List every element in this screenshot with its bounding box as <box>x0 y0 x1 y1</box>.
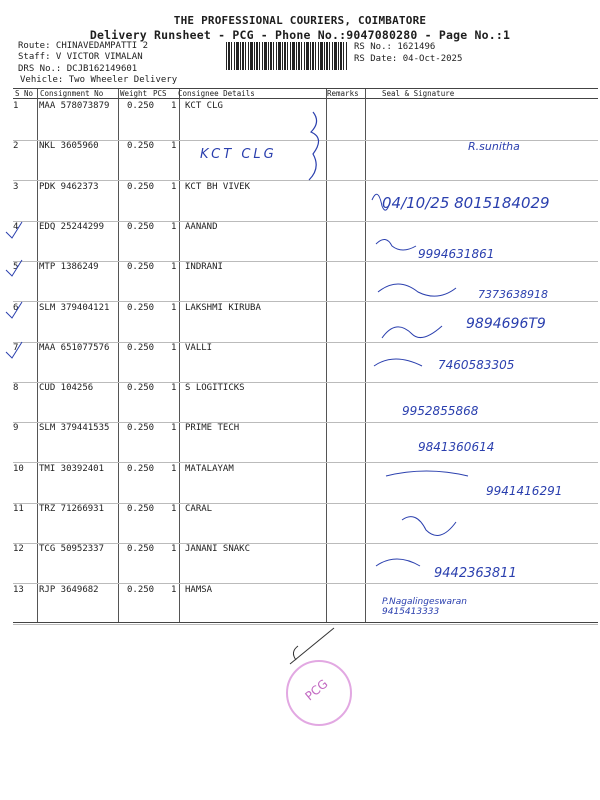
signature-stroke <box>372 194 390 210</box>
row-sno: 10 <box>13 463 24 474</box>
col-sno: S No <box>15 89 34 98</box>
row-sno: 6 <box>13 302 19 313</box>
row-consignment-no: MAA 578073879 <box>39 101 110 111</box>
row-pcs: 1 <box>171 463 177 474</box>
signature-stroke <box>376 239 416 250</box>
stamp-label: PCG <box>302 676 331 704</box>
row-consignment-no: SLM 379404121 <box>39 302 110 313</box>
signature-row3: 04/10/25 8015184029 <box>382 194 550 212</box>
row-sno: 9 <box>13 423 19 434</box>
signature-row2: R.sunitha <box>468 140 520 153</box>
route-label: Route: CHINAVEDAMPATTI 2 <box>18 41 149 51</box>
row-sno: 7 <box>13 342 19 353</box>
row-pcs: 1 <box>171 342 177 353</box>
col-consignee: Consignee Details <box>178 89 255 98</box>
row-sno: 12 <box>13 544 24 555</box>
col-pcs: PCS <box>153 89 167 98</box>
row-weight: 0.250 <box>127 463 155 474</box>
tick-mark <box>6 260 22 276</box>
row-consignment-no: TCG 50952337 <box>39 544 105 555</box>
signature-stroke <box>386 471 468 476</box>
handwritten-consignee: KCT CLG <box>200 147 277 162</box>
row-pcs: 1 <box>171 181 177 192</box>
tick-mark <box>6 302 22 318</box>
row-sno: 11 <box>13 504 24 514</box>
stamp-pen-stroke <box>290 628 334 664</box>
curly-brace-mark <box>309 112 319 180</box>
row-weight: 0.250 <box>127 221 155 232</box>
runsheet-subtitle: Delivery Runsheet - PCG - Phone No.:9047080280 - Page No.:1 <box>89 28 511 42</box>
drs-label: DRS No.: DCJB162149601 <box>18 64 138 74</box>
row-consignment-no: TMI 30392401 <box>39 463 105 474</box>
row-consignee: INDRANI <box>185 262 223 273</box>
row-weight: 0.250 <box>127 584 155 595</box>
tick-mark <box>6 222 22 238</box>
col-remarks: Remarks <box>327 89 359 98</box>
row-weight: 0.250 <box>127 302 155 313</box>
row-sno: 13 <box>13 584 24 595</box>
row-sno: 8 <box>13 383 19 394</box>
vehicle-label: Vehicle: Two Wheeler Delivery <box>20 75 178 85</box>
row-weight: 0.250 <box>127 423 155 434</box>
signature-stroke <box>382 326 442 338</box>
signature-row9: 9841360614 <box>418 440 495 454</box>
row-weight: 0.250 <box>127 262 155 273</box>
row-weight: 0.250 <box>127 544 155 555</box>
row-pcs: 1 <box>171 544 177 555</box>
row-sno: 1 <box>13 101 19 111</box>
row-consignment-no: TRZ 71266931 <box>39 504 105 514</box>
row-pcs: 1 <box>171 383 177 394</box>
row-consignee: MATALAYAM <box>185 463 234 474</box>
row-consignment-no: NKL 3605960 <box>39 141 99 152</box>
row-pcs: 1 <box>171 101 177 111</box>
row-consignment-no: MTP 1386249 <box>39 262 99 273</box>
staff-label: Staff: V VICTOR VIMALAN <box>18 52 143 62</box>
row-consignee: S LOGITICKS <box>185 383 245 394</box>
rs-date: RS Date: 04-Oct-2025 <box>354 54 463 64</box>
row-weight: 0.250 <box>127 101 155 111</box>
row-weight: 0.250 <box>127 141 155 152</box>
row-sno: 5 <box>13 262 19 273</box>
row-sno: 4 <box>13 221 19 232</box>
row-consignee: KCT CLG <box>185 101 223 111</box>
col-weight: Weight <box>120 89 148 98</box>
row-pcs: 1 <box>171 302 177 313</box>
signature-row6: 9894696T9 <box>466 316 546 332</box>
row-consignee: CARAL <box>185 504 213 514</box>
row-pcs: 1 <box>171 262 177 273</box>
signature-stroke <box>374 359 422 366</box>
company-title: THE PROFESSIONAL COURIERS, COIMBATORE <box>173 14 427 27</box>
row-pcs: 1 <box>171 504 177 514</box>
row-weight: 0.250 <box>127 504 155 514</box>
signature-stroke <box>378 284 456 296</box>
signature-row7: 7460583305 <box>438 358 515 372</box>
row-consignee: PRIME TECH <box>185 423 240 434</box>
row-pcs: 1 <box>171 584 177 595</box>
tick-mark <box>6 342 22 358</box>
row-consignment-no: SLM 379441535 <box>39 423 110 434</box>
row-pcs: 1 <box>171 423 177 434</box>
row-consignment-no: MAA 651077576 <box>39 342 110 353</box>
row-sno: 2 <box>13 141 19 152</box>
row-consignment-no: RJP 3649682 <box>39 584 99 595</box>
col-seal: Seal & Signature <box>382 89 455 98</box>
row-consignment-no: CUD 104256 <box>39 383 94 394</box>
signature-row10: 9941416291 <box>486 484 563 498</box>
row-weight: 0.250 <box>127 181 155 192</box>
row-weight: 0.250 <box>127 383 155 394</box>
rs-number: RS No.: 1621496 <box>354 42 436 52</box>
row-consignment-no: EDQ 25244299 <box>39 221 105 232</box>
row-consignee: HAMSA <box>185 584 213 595</box>
signature-row5: 7373638918 <box>478 288 548 301</box>
signature-row12: 9442363811 <box>434 566 517 581</box>
row-consignee: LAKSHMI KIRUBA <box>185 302 261 313</box>
col-consignment: Consignment No <box>40 89 104 98</box>
row-consignee: KCT BH VIVEK <box>185 181 251 192</box>
signature-row4: 9994631861 <box>418 247 495 261</box>
row-sno: 3 <box>13 181 19 192</box>
row-consignee: AANAND <box>185 221 218 232</box>
row-pcs: 1 <box>171 221 177 232</box>
row-weight: 0.250 <box>127 342 155 353</box>
signature-stroke <box>402 517 456 536</box>
row-pcs: 1 <box>171 141 177 152</box>
signature-row8: 9952855868 <box>402 404 479 418</box>
row-consignee: VALLI <box>185 342 213 353</box>
signature-row13: P.Nagalingeswaran 9415413333 <box>382 597 467 617</box>
signature-stroke <box>376 559 420 566</box>
row-consignment-no: PDK 9462373 <box>39 181 99 192</box>
row-consignee: JANANI SNAKC <box>185 544 251 555</box>
